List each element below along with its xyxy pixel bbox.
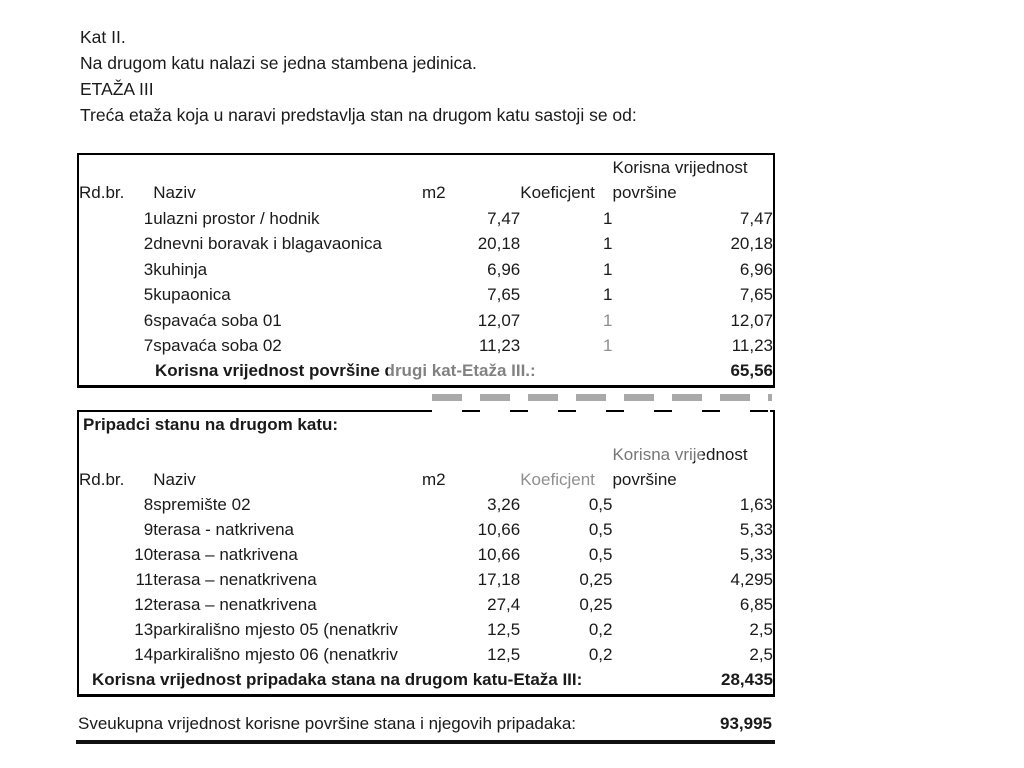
table-row xyxy=(78,519,774,544)
total-value: 65,56 xyxy=(730,361,773,380)
col-header-naziv: Naziv xyxy=(153,470,196,489)
cell-korisna-vrijednost: 7,47 xyxy=(739,208,773,228)
total-label: Korisna vrijednost pripadaka stana na drugom katu-Etaža III: xyxy=(92,670,583,689)
table-row xyxy=(78,233,774,259)
cell-korisna-vrijednost: 2,5 xyxy=(749,645,773,664)
cell-rdbr: 5 xyxy=(143,285,154,304)
cell-koeficjent: 0,25 xyxy=(579,595,613,614)
cell-m2: 7,47 xyxy=(487,208,521,228)
header-spacer xyxy=(78,442,612,469)
table-row xyxy=(78,494,774,519)
table-row xyxy=(78,335,774,361)
cell-koeficjent: 1 xyxy=(603,234,613,253)
cell-naziv: dnevni boravak i blagavaonica xyxy=(153,234,382,253)
cell-koeficjent: 1 xyxy=(603,208,613,228)
header-row-top xyxy=(78,442,774,469)
table-row xyxy=(78,569,774,594)
cell-korisna-vrijednost: 5,33 xyxy=(739,545,773,564)
cell-koeficjent: 1 xyxy=(603,336,613,355)
cell-koeficjent: 0,2 xyxy=(588,645,613,664)
total-row xyxy=(78,360,774,387)
cell-korisna-vrijednost: 6,85 xyxy=(739,595,773,614)
cell-rdbr: 2 xyxy=(143,234,154,253)
header-row-top xyxy=(78,154,774,182)
intro-line-description: Na drugom katu nalazi se jedna stambena jedinica. xyxy=(80,53,477,73)
col-header-naziv: Naziv xyxy=(153,183,196,202)
cell-rdbr: 9 xyxy=(143,520,154,539)
cell-m2: 11,23 xyxy=(478,336,521,355)
col-header-korisna-line2: površine xyxy=(612,470,677,489)
cell-koeficjent: 1 xyxy=(603,259,613,279)
cell-naziv: terasa - natkrivena xyxy=(153,520,294,539)
cell-rdbr: 3 xyxy=(143,259,154,279)
table-row xyxy=(78,544,774,569)
cell-rdbr: 12 xyxy=(134,595,154,614)
table-row xyxy=(78,309,774,335)
col-header-rdbr: Rd.br. xyxy=(79,183,125,202)
cell-rdbr: 1 xyxy=(143,208,154,228)
intro-paragraph xyxy=(80,24,637,128)
cell-m2: 12,07 xyxy=(477,310,521,330)
cell-korisna-vrijednost: 6,96 xyxy=(739,259,773,279)
cell-rdbr: 14 xyxy=(134,645,154,664)
col-header-koeficjent: Koeficjent xyxy=(520,470,595,489)
col-header-m2: m2 xyxy=(421,183,446,202)
cell-koeficjent: 0,2 xyxy=(588,620,613,639)
header-row xyxy=(78,182,774,207)
cell-koeficjent: 0,25 xyxy=(579,570,613,589)
grand-total-line xyxy=(76,714,775,744)
cell-naziv: spavaća soba 01 xyxy=(153,310,282,330)
cell-naziv: terasa – natkrivena xyxy=(153,545,298,564)
cell-korisna-vrijednost: 7,65 xyxy=(739,285,773,304)
cell-m2: 20,18 xyxy=(477,234,521,253)
total-row xyxy=(78,669,774,696)
cell-m2: 17,18 xyxy=(477,570,521,589)
cell-m2: 27,4 xyxy=(487,595,521,614)
table-row xyxy=(78,258,774,284)
cell-koeficjent: 0,5 xyxy=(588,545,613,564)
col-header-koeficjent: Koeficjent xyxy=(520,183,595,202)
total-label: Korisna vrijednost površine drugi kat-Etaža III.: xyxy=(155,361,536,380)
cell-m2: 3,26 xyxy=(487,495,521,514)
cell-korisna-vrijednost: 4,295 xyxy=(730,570,773,589)
cell-korisna-vrijednost: 20,18 xyxy=(730,234,773,253)
cell-naziv: spremište 02 xyxy=(153,495,251,514)
cell-korisna-vrijednost: 1,63 xyxy=(739,495,773,514)
intro-line-composition: Treća etaža koja u naravi predstavlja stan na drugom katu sastoji se od: xyxy=(80,105,637,125)
scan-watermark-dashes xyxy=(432,394,772,401)
intro-line-etage: ETAŽA III xyxy=(80,79,154,99)
cell-naziv: kuhinja xyxy=(153,259,208,279)
table-title: Pripadci stanu na drugom katu: xyxy=(83,415,339,434)
table-row xyxy=(78,207,774,233)
cell-naziv: parkirališno mjesto 05 (nenatkriv xyxy=(153,620,398,639)
cell-naziv: kupaonica xyxy=(153,285,231,304)
table-row xyxy=(78,284,774,310)
cell-m2: 12,5 xyxy=(487,645,521,664)
cell-koeficjent: 0,5 xyxy=(588,520,613,539)
intro-line-floor: Kat II. xyxy=(80,27,126,47)
cell-m2: 6,96 xyxy=(487,259,521,279)
table-row xyxy=(78,644,774,669)
cell-naziv: spavaća soba 02 xyxy=(153,336,282,355)
cell-m2: 10,66 xyxy=(477,545,521,564)
col-header-korisna-line2: površine xyxy=(612,183,677,202)
cell-naziv: ulazni prostor / hodnik xyxy=(153,208,320,228)
cell-rdbr: 7 xyxy=(143,336,154,355)
grand-total-value: 93,995 xyxy=(720,714,772,733)
header-row xyxy=(78,469,774,494)
cell-m2: 10,66 xyxy=(477,520,521,539)
header-spacer xyxy=(78,154,613,182)
total-value: 28,435 xyxy=(721,670,773,689)
cell-m2: 12,5 xyxy=(487,620,521,639)
cell-rdbr: 6 xyxy=(143,310,154,330)
cell-rdbr: 11 xyxy=(135,570,154,589)
col-header-rdbr: Rd.br. xyxy=(79,470,125,489)
cell-naziv: terasa – nenatkrivena xyxy=(153,595,317,614)
cell-koeficjent: 0,5 xyxy=(588,495,613,514)
cell-koeficjent: 1 xyxy=(603,285,613,304)
apartment-area-table xyxy=(77,153,775,388)
col-header-m2: m2 xyxy=(421,470,446,489)
cell-korisna-vrijednost: 11,23 xyxy=(731,336,773,355)
cell-rdbr: 10 xyxy=(134,545,154,564)
cell-korisna-vrijednost: 12,07 xyxy=(730,310,773,330)
cell-naziv: terasa – nenatkrivena xyxy=(153,570,317,589)
cell-m2: 7,65 xyxy=(487,285,521,304)
table-row xyxy=(78,594,774,619)
cell-rdbr: 13 xyxy=(134,620,154,639)
col-header-korisna-line1: Korisna vrijednost xyxy=(612,158,748,177)
cell-koeficjent: 1 xyxy=(603,310,613,330)
cell-korisna-vrijednost: 5,33 xyxy=(739,520,773,539)
cell-korisna-vrijednost: 2,5 xyxy=(749,620,773,639)
appurtenances-table xyxy=(77,410,775,697)
cell-naziv: parkirališno mjesto 06 (nenatkriv xyxy=(153,645,398,664)
table-title-row xyxy=(78,411,774,442)
cell-rdbr: 8 xyxy=(143,495,154,514)
grand-total-label: Sveukupna vrijednost korisne površine stana i njegovih pripadaka: xyxy=(78,714,577,733)
col-header-korisna-line1: Korisna vrijednost xyxy=(612,445,748,464)
table-row xyxy=(78,619,774,644)
